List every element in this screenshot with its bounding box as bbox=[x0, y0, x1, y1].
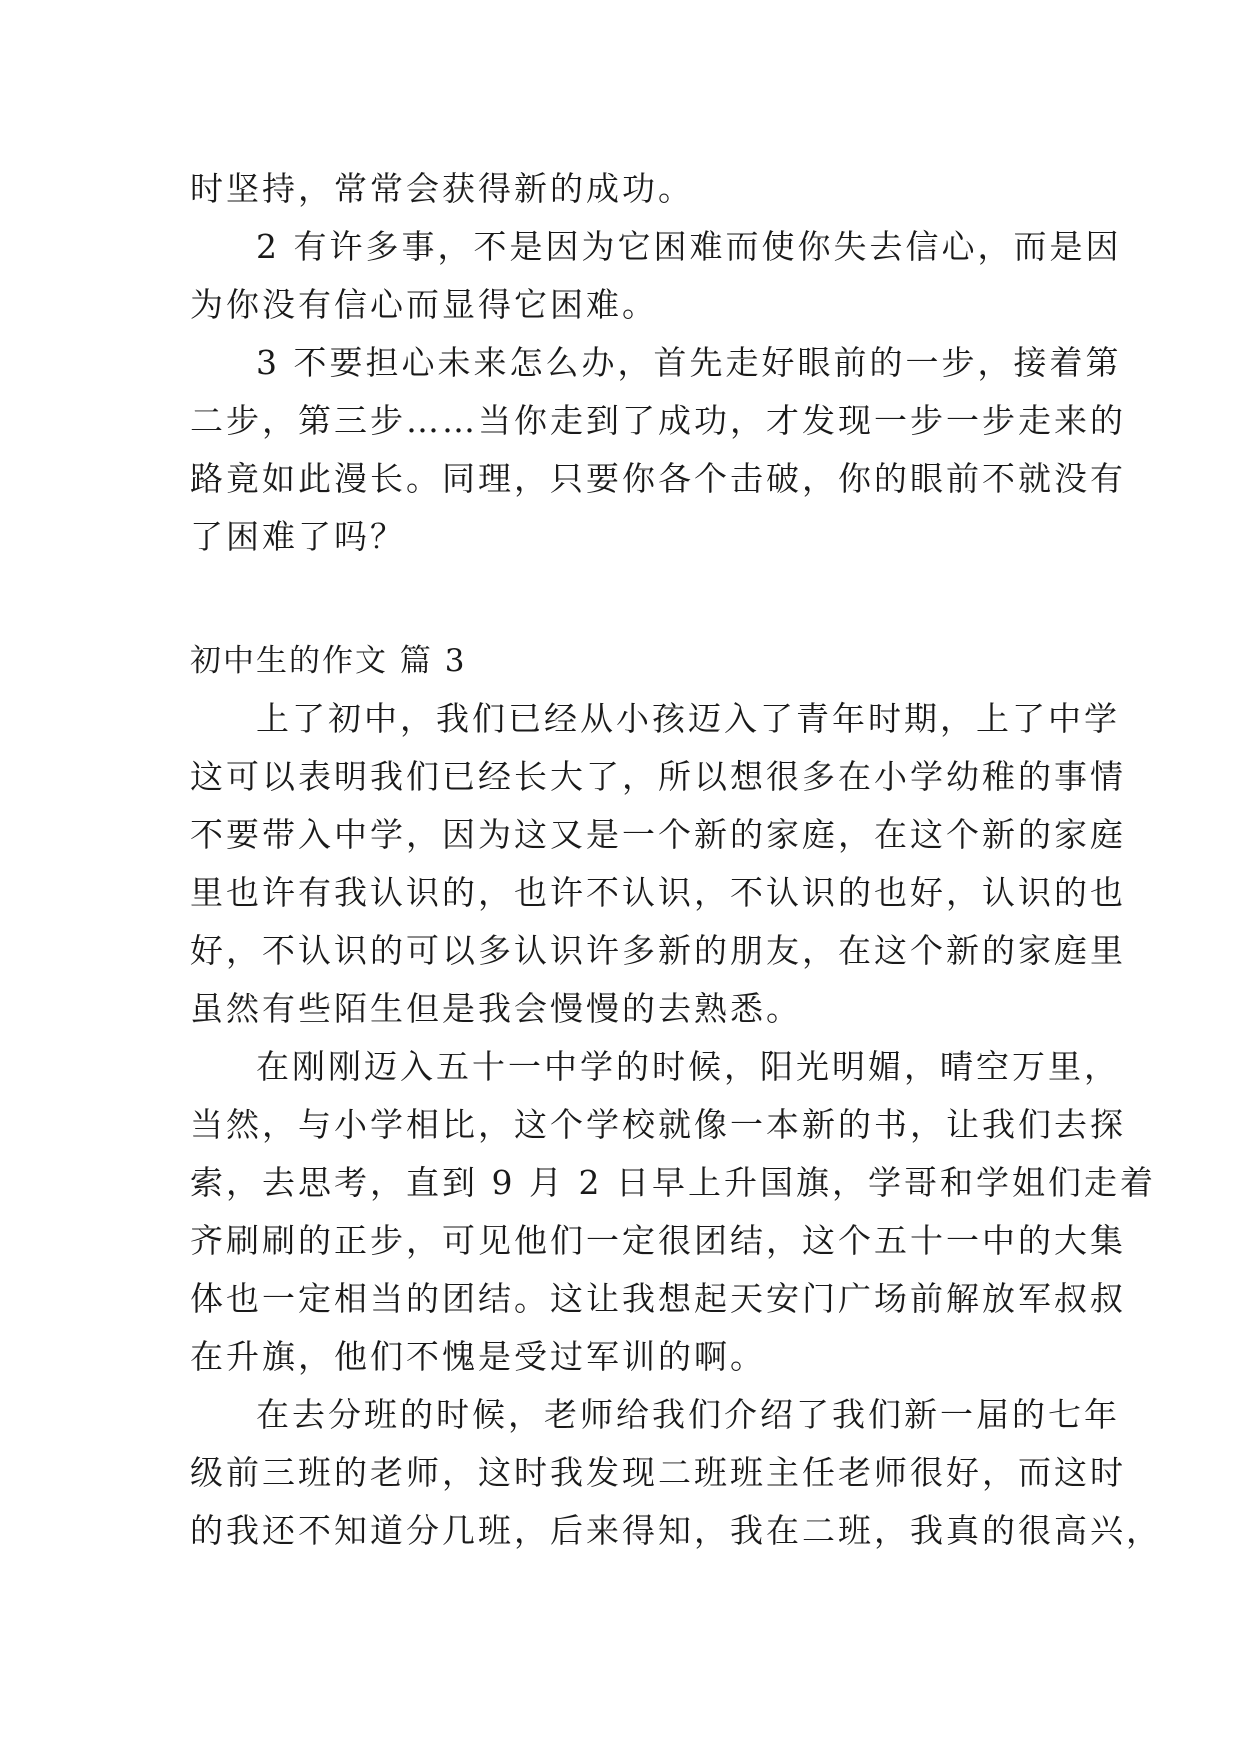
text-line: 上了初中，我们已经从小孩迈入了青年时期，上了中学 bbox=[256, 699, 1120, 738]
paragraph bbox=[190, 1038, 1156, 1386]
text-line: 在刚刚迈入五十一中学的时候，阳光明媚，晴空万里， bbox=[256, 1047, 1120, 1086]
text-line: 当然，与小学相比，这个学校就像一本新的书，让我们去探 bbox=[190, 1105, 1126, 1144]
text-line: 里也许有我认识的，也许不认识，不认识的也好，认识的也 bbox=[190, 873, 1126, 912]
text-line: 为你没有信心而显得它困难。 bbox=[190, 285, 658, 324]
paragraph bbox=[190, 218, 1122, 334]
paragraph bbox=[190, 334, 1126, 566]
text-line: 了困难了吗？ bbox=[190, 517, 406, 556]
paragraph bbox=[190, 1386, 1162, 1560]
text-line: 在升旗，他们不愧是受过军训的啊。 bbox=[190, 1337, 766, 1376]
text-line: 体也一定相当的团结。这让我想起天安门广场前解放军叔叔 bbox=[190, 1279, 1126, 1318]
text-line: 虽然有些陌生但是我会慢慢的去熟悉。 bbox=[190, 989, 802, 1028]
text-line: 3 不要担心未来怎么办，首先走好眼前的一步，接着第 bbox=[256, 343, 1122, 382]
text-line: 2 有许多事，不是因为它困难而使你失去信心，而是因 bbox=[256, 227, 1122, 266]
text-line: 的我还不知道分几班，后来得知，我在二班，我真的很高兴， bbox=[190, 1511, 1162, 1550]
section-heading: 初中生的作文 篇 3 bbox=[190, 643, 467, 679]
text-line: 二步，第三步……当你走到了成功，才发现一步一步走来的 bbox=[190, 401, 1126, 440]
text-line: 不要带入中学，因为这又是一个新的家庭，在这个新的家庭 bbox=[190, 815, 1126, 854]
text-line: 齐刷刷的正步，可见他们一定很团结，这个五十一中的大集 bbox=[190, 1221, 1126, 1260]
section-spacer bbox=[190, 566, 1062, 632]
text-line: 这可以表明我们已经长大了，所以想很多在小学幼稚的事情 bbox=[190, 757, 1126, 796]
paragraph bbox=[190, 160, 1062, 218]
text-line: 索，去思考，直到 9 月 2 日早上升国旗，学哥和学姐们走着 bbox=[190, 1163, 1156, 1202]
document-body bbox=[190, 160, 1162, 1560]
text-line: 路竟如此漫长。同理，只要你各个击破，你的眼前不就没有 bbox=[190, 459, 1126, 498]
text-line: 好，不认识的可以多认识许多新的朋友，在这个新的家庭里 bbox=[190, 931, 1126, 970]
text-line: 时坚持，常常会获得新的成功。 bbox=[190, 169, 694, 208]
text-line: 在去分班的时候，老师给我们介绍了我们新一届的七年 bbox=[256, 1395, 1120, 1434]
paragraph bbox=[190, 690, 1126, 1038]
text-line: 级前三班的老师，这时我发现二班班主任老师很好，而这时 bbox=[190, 1453, 1126, 1492]
